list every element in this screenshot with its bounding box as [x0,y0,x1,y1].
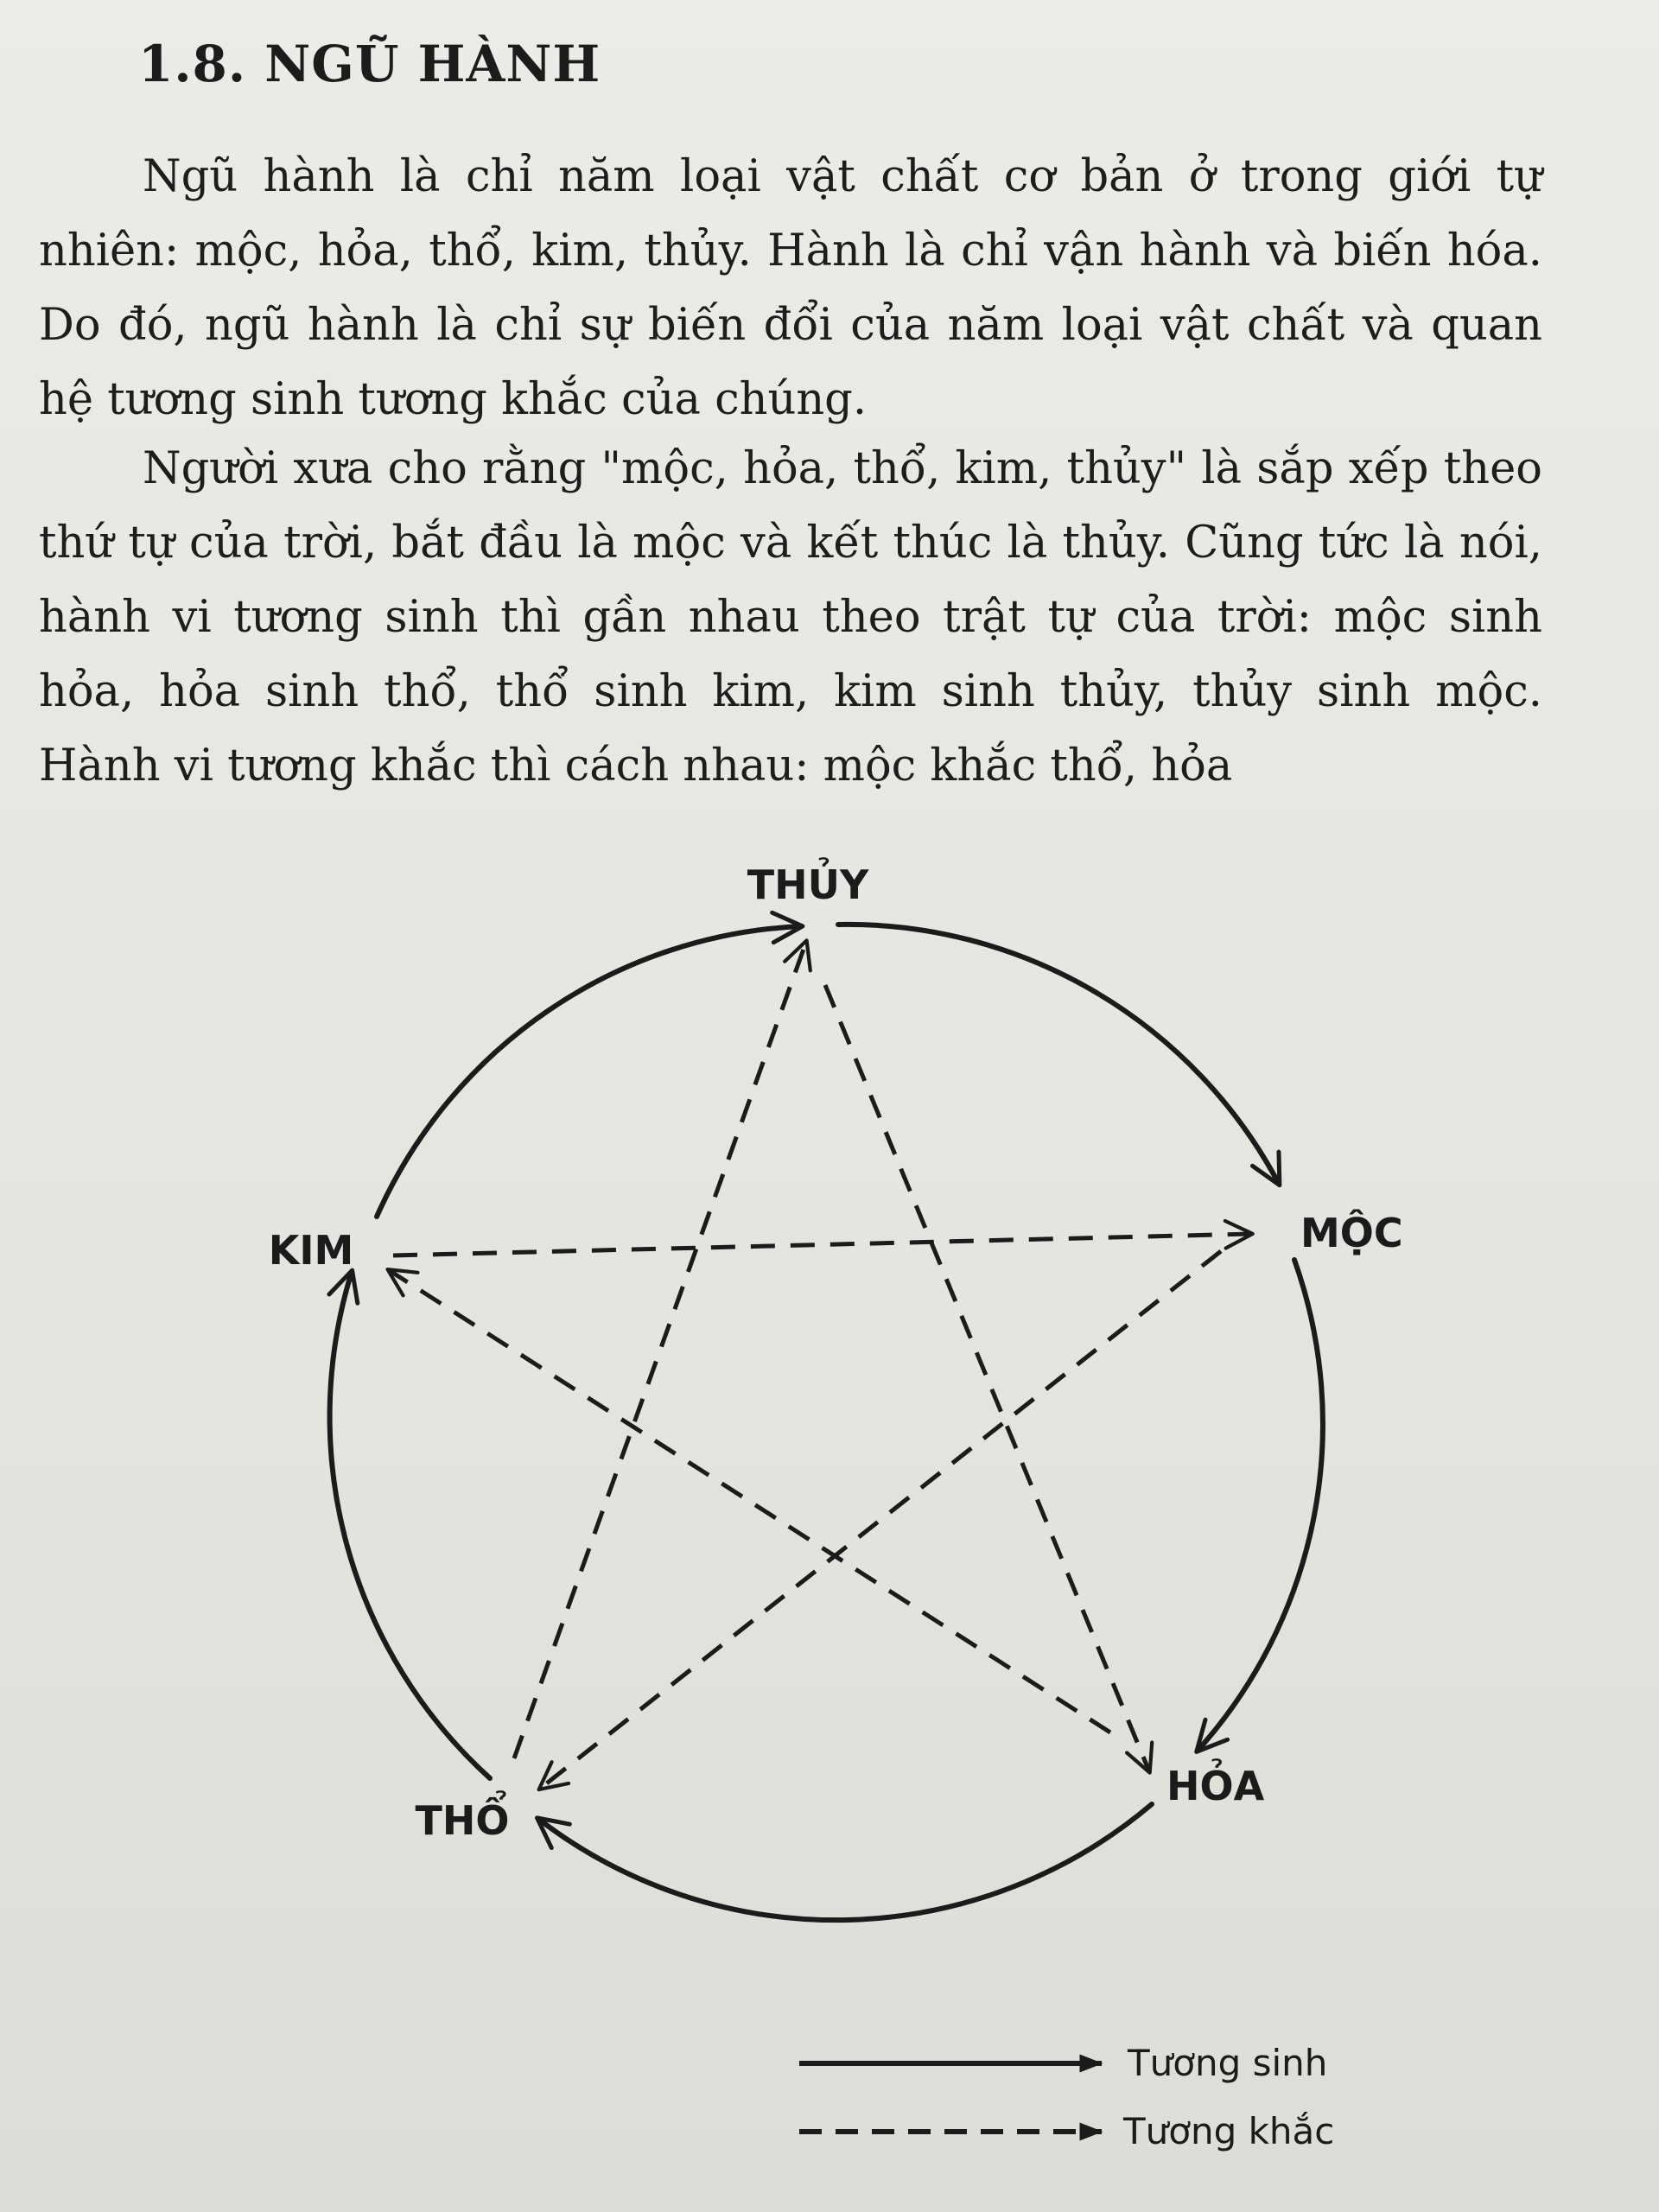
legend [799,2042,1334,2152]
node-label-tho: THỔ [415,1797,510,1844]
khac-arrow-moc-to-tho [540,1251,1221,1789]
section-heading: 1.8. NGŨ HÀNH [138,35,601,93]
sinh-arrow-moc-to-hoa [1198,1260,1323,1751]
khac-arrow-thuy-to-hoa [825,985,1149,1771]
ngu-hanh-diagram [0,830,1659,2212]
legend-khac-label: Tương khắc [1123,2110,1335,2152]
sinh-arrow-tho-to-kim [330,1272,490,1778]
sinh-arrow-thuy-to-moc [838,925,1279,1184]
paragraph-1: Ngũ hành là chỉ năm loại vật chất cơ bản ở trong giới tự nhiên: mộc, hỏa, thổ, kim, thủy. Hành là chỉ vận hành và biến hóa. Do đó, ngũ hành là chỉ sự biến đổi của năm loại vật chất và quan hệ tương sinh tương khắc của chúng. [39,151,1542,425]
paragraph-2: Người xưa cho rằng "mộc, hỏa, thổ, kim, thủy" là sắp xếp theo thứ tự của trời, bắt đầu là mộc và kết thúc là thủy. Cũng tức là nói, hành vi tương sinh thì gần nhau theo trật tự của trời: mộc sinh hỏa, hỏa sinh thổ, thổ sinh kim, kim sinh thủy, thủy sinh mộc. Hành vi tương khắc thì cách nhau: mộc khắc thổ, hỏa [39,443,1542,791]
node-label-thuy: THỦY [747,861,869,908]
sinh-arrow-hoa-to-tho [538,1804,1152,1920]
legend-sinh-label: Tương sinh [1128,2042,1328,2084]
khac-arrow-tho-to-thuy [514,942,806,1758]
khac-arrows [389,942,1251,1789]
node-label-moc: MỘC [1300,1210,1403,1256]
node-label-hoa: HỎA [1166,1763,1265,1809]
sinh-arrow-kim-to-thuy [377,926,801,1217]
khac-arrow-kim-to-moc [393,1234,1251,1255]
node-label-kim: KIM [268,1227,354,1274]
khac-arrow-hoa-to-kim [389,1270,1110,1732]
